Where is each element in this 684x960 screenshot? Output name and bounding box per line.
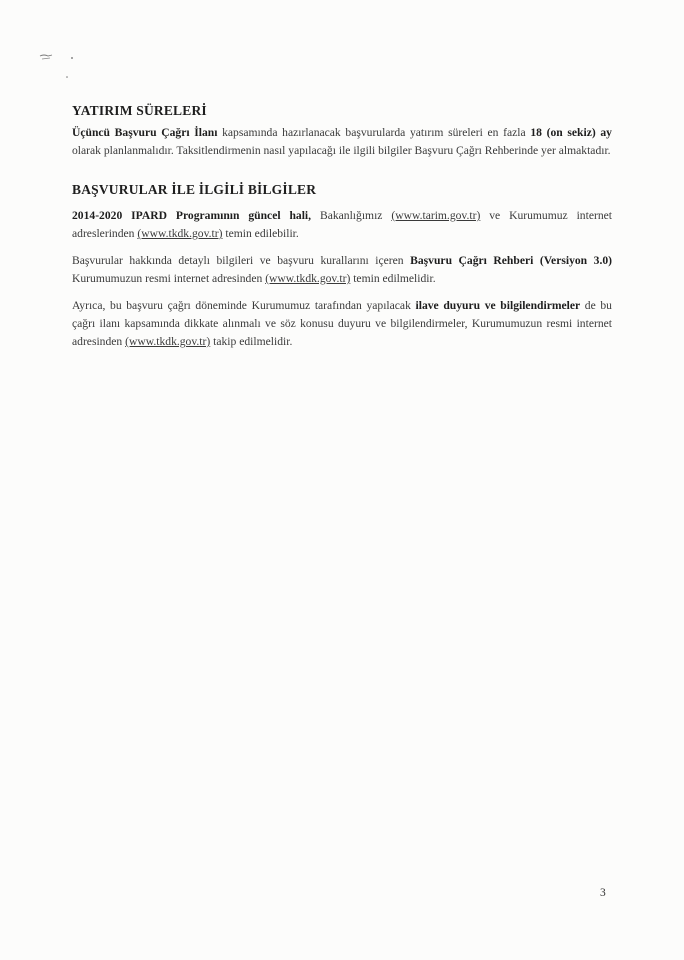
body-text: olarak planlanmalıdır. Taksitlendirmenin nasıl yapılacağı ile ilgili bilgiler Başvuru Çağrı Rehberinde yer almaktadır. [72, 144, 611, 157]
body-text: Ayrıca, bu başvuru çağrı döneminde Kurumumuz tarafından yapılacak [72, 299, 416, 312]
link-tkdk-gov-tr[interactable]: (www.tkdk.gov.tr) [137, 227, 223, 240]
link-tkdk-gov-tr[interactable]: (www.tkdk.gov.tr) [125, 335, 211, 348]
section-title-yatirim-sureleri: YATIRIM SÜRELERİ [72, 103, 207, 118]
body-text: Kurumumuzun resmi internet adresinden [72, 272, 266, 285]
body-text: takip edilmelidir. [210, 335, 293, 348]
bold-text: Üçüncü Başvuru Çağrı İlanı [72, 126, 218, 139]
body-text: temin edilebilir. [222, 227, 299, 240]
bold-text: ilave duyuru ve bilgilendirmeler [415, 299, 581, 312]
body-text: de bu çağrı ilanı kapsamında dikkate alınmalı ve söz konusu duyuru ve bilgilendirmeler, Kurumumuzun resmi internet adresinden [72, 299, 612, 348]
paragraph-ipard-programi [72, 207, 612, 243]
paragraph-ilave-duyuru [72, 297, 612, 351]
bold-text: Başvuru Çağrı Rehberi (Versiyon 3.0) [410, 254, 612, 267]
scan-artifact-marks [36, 52, 76, 82]
page-number: 3 [600, 887, 606, 899]
body-text: ve Kurumumuz internet adreslerinden [72, 209, 612, 240]
document-body [72, 103, 612, 360]
paragraph-basvuru-rehberi [72, 252, 612, 288]
body-text: Bakanlığımız [311, 209, 392, 222]
body-text: temin edilmelidir. [350, 272, 436, 285]
bold-text: 2014-2020 IPARD Programının güncel hali, [72, 209, 312, 222]
body-text: kapsamında hazırlanacak başvurularda yatırım süreleri en fazla [217, 126, 531, 139]
section-title-basvurular: BAŞVURULAR İLE İLGİLİ BİLGİLER [72, 182, 317, 197]
bold-text: 18 (on sekiz) ay [530, 126, 612, 139]
paragraph-yatirim-sureleri [72, 124, 612, 160]
body-text: Başvurular hakkında detaylı bilgileri ve başvuru kurallarını içeren [72, 254, 411, 267]
link-tarim-gov-tr[interactable]: (www.tarim.gov.tr) [391, 209, 481, 222]
link-tkdk-gov-tr[interactable]: (www.tkdk.gov.tr) [265, 272, 351, 285]
